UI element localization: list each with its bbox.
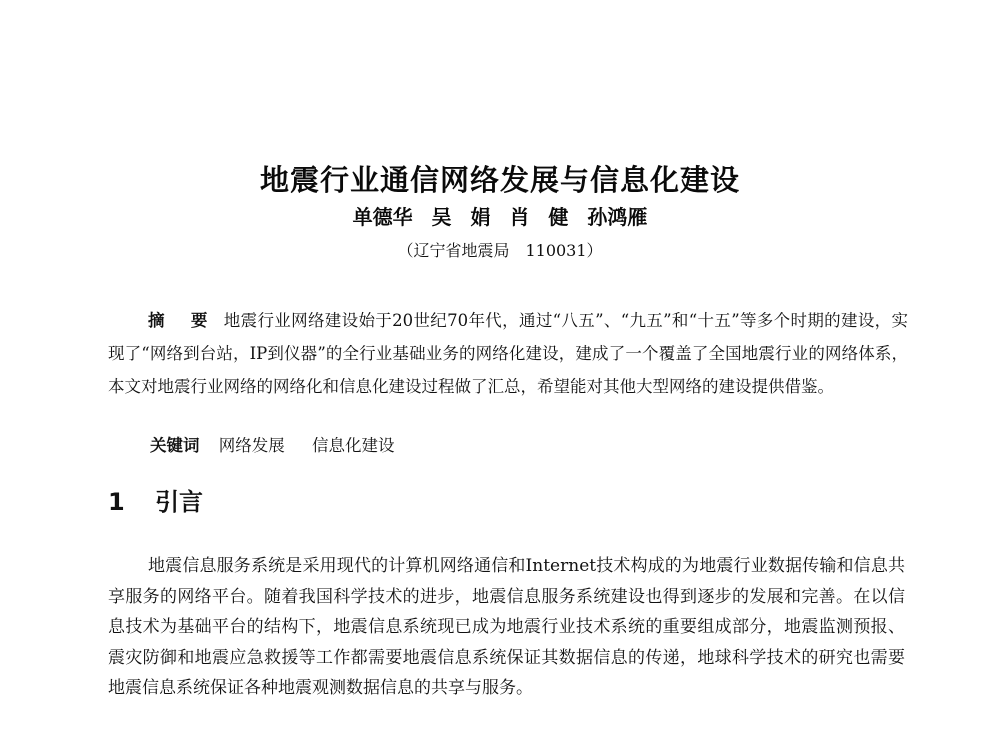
keywords-label: 关键词	[150, 436, 200, 455]
abstract-text: 地震行业网络建设始于20世纪70年代，通过“八五”、“九五”和“十五”等多个时期的建设，实现了“网络到台站，IP到仪器”的全行业基础业务的网络化建设，建成了一个覆盖了全国地震行业的网络体系，本文对地震行业网络的网络化和信息化建设过程做了汇总，希望能对其他大型网络的建设提供借鉴。	[108, 311, 908, 396]
affiliation: （辽宁省地震局 110031）	[397, 241, 603, 260]
section-number: 1	[108, 488, 125, 516]
keyword: 网络发展	[218, 436, 285, 455]
author-list: 单德华 吴 娟 肖 健 孙鸿雁	[352, 205, 648, 229]
section-heading	[108, 482, 203, 517]
paper-title: 地震行业通信网络发展与信息化建设	[259, 163, 740, 197]
abstract-paragraph	[108, 304, 908, 403]
body-paragraph: 地震信息服务系统是采用现代的计算机网络通信和Internet技术构成的为地震行业数据传输和信息共享服务的网络平台。随着我国科学技术的进步，地震信息服务系统建设也得到逐步的发展和完善。在以信息技术为基础平台的结构下，地震信息系统现已成为地震行业技术系统的重要组成部分，地震监测预报、震灾防御和地震应急救援等工作都需要地震信息系统保证其数据信息的传递，地球科学技术的研究也需要地震信息系统保证各种地震观测数据信息的共享与服务。	[108, 556, 905, 698]
abstract-label: 摘 要	[148, 311, 218, 330]
section-title: 引言	[155, 488, 204, 516]
keyword: 信息化建设	[312, 436, 395, 455]
keywords-line	[150, 432, 417, 456]
